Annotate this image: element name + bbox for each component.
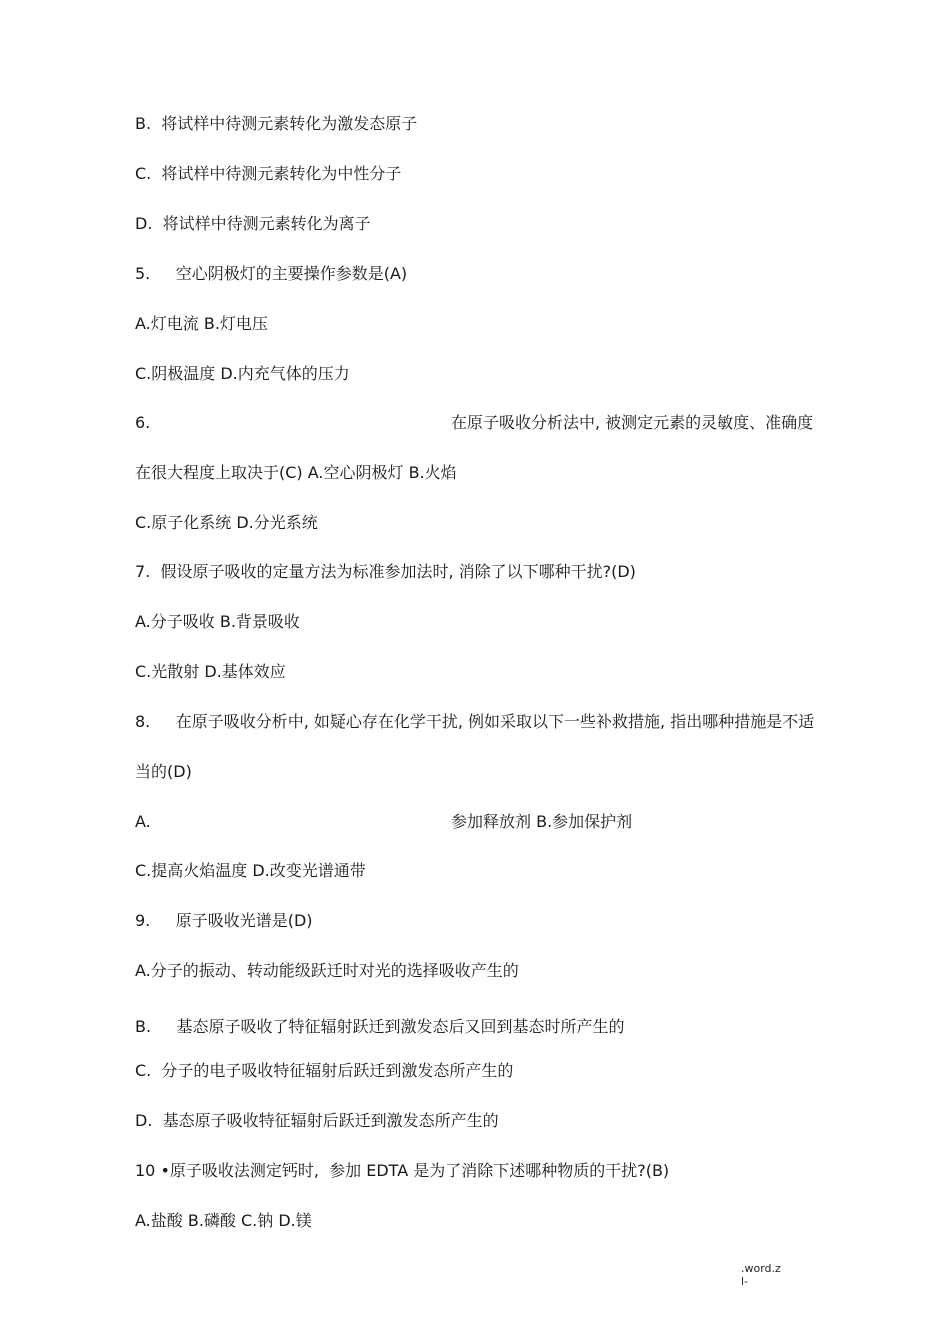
question-9-option-c: C. 分子的电子吸收特征辐射后跃迁到激发态所产生的 xyxy=(135,1061,514,1080)
question-9-option-a: A.分子的振动、转动能级跃迁时对光的选择吸收产生的 xyxy=(135,961,519,980)
footer-watermark-line-1: .word.z xyxy=(741,1262,781,1275)
question-8-options-ab-text: 参加释放剂 B.参加保护剂 xyxy=(451,812,633,831)
footer-watermark-line-2: l- xyxy=(741,1275,749,1288)
question-6-number: 6. xyxy=(135,413,151,432)
question-8-options-cd: C.提高火焰温度 D.改变光谱通带 xyxy=(135,861,366,880)
option-b-excited-atoms: B. 将试样中待测元素转化为激发态原子 xyxy=(135,114,418,133)
question-5: 5. 空心阴极灯的主要操作参数是(A) xyxy=(135,264,408,283)
question-7: 7. 假设原子吸收的定量方法为标准参加法时, 消除了以下哪种干扰?(D) xyxy=(135,562,636,581)
question-5-options-cd: C.阴极温度 D.内充气体的压力 xyxy=(135,364,350,383)
question-8-line-2: 当的(D) xyxy=(135,762,192,781)
question-8-options-ab xyxy=(135,812,632,832)
question-8-line-1: 8. 在原子吸收分析中, 如疑心存在化学干扰, 例如采取以下一些补救措施, 指出哪种措施是不适 xyxy=(135,712,815,731)
question-8-option-a-label: A. xyxy=(135,812,151,831)
option-d-ions: D. 将试样中待测元素转化为离子 xyxy=(135,214,371,233)
question-6-text: 在原子吸收分析法中, 被测定元素的灵敏度、准确度 xyxy=(451,413,814,432)
question-9-option-d: D. 基态原子吸收特征辐射后跃迁到激发态所产生的 xyxy=(135,1111,499,1130)
question-10-options: A.盐酸 B.磷酸 C.钠 D.镁 xyxy=(135,1211,312,1230)
question-10: 10 •原子吸收法测定钙时, 参加 EDTA 是为了消除下述哪种物质的干扰?(B) xyxy=(135,1161,670,1180)
question-7-options-ab: A.分子吸收 B.背景吸收 xyxy=(135,612,300,631)
question-6-line-2: 在很大程度上取决于(C) A.空心阴极灯 B.火焰 xyxy=(135,463,457,482)
question-9-option-b: B. 基态原子吸收了特征辐射跃迁到激发态后又回到基态时所产生的 xyxy=(135,1017,625,1036)
question-9: 9. 原子吸收光谱是(D) xyxy=(135,911,313,930)
question-6-line-1 xyxy=(135,413,813,433)
question-5-options-ab: A.灯电流 B.灯电压 xyxy=(135,314,268,333)
question-7-options-cd: C.光散射 D.基体效应 xyxy=(135,662,286,681)
question-6-options-cd: C.原子化系统 D.分光系统 xyxy=(135,513,318,532)
option-c-neutral-molecules: C. 将试样中待测元素转化为中性分子 xyxy=(135,164,402,183)
